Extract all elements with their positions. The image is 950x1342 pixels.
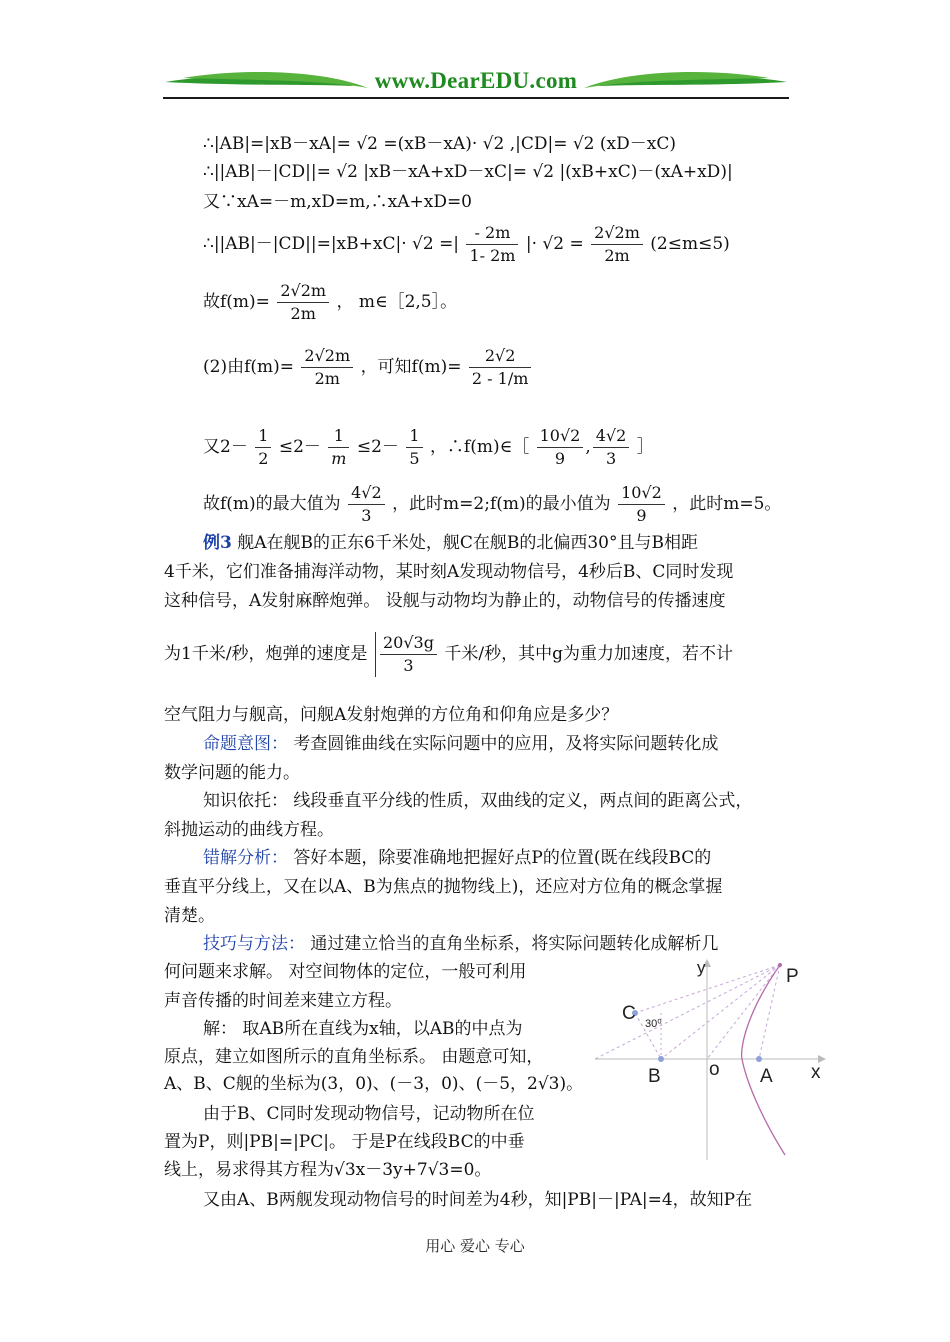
skill-line-1 (203, 933, 718, 955)
eq4-fraction-b (591, 222, 643, 267)
label-x: x (811, 1062, 821, 1083)
solution-line-3: A、B、C舰的坐标为(3，0)、(－3，0)、(－5，2√3)。 (164, 1074, 584, 1094)
eq6-fraction-b (469, 345, 532, 390)
velocity-den: 3 (403, 656, 414, 675)
error-line-1 (203, 847, 711, 869)
error-line-3: 清楚。 (164, 906, 215, 926)
eq8-frac-max: $\frac{4√2}{3}$ (348, 482, 385, 527)
intent-text-1: 考查圆锥曲线在实际问题中的应用，及将实际问题转化成 (288, 734, 719, 754)
eq4-middle: |· √2 = (525, 234, 584, 254)
eq7-frac-1-5: $\frac{1}{5}$ (406, 425, 422, 470)
eq-line-5 (203, 280, 457, 325)
point-p (778, 963, 782, 967)
label-y: y (697, 958, 706, 977)
label-b: B (648, 1066, 661, 1087)
example-3-label: 例3 (203, 533, 232, 553)
eq-line-1: ∴|AB|=|xB－xA|= √2 =(xB－xA)· √2 ,|CD|= √2 (xD－xC) (203, 134, 676, 154)
eq4-prefix: ∴||AB|－|CD||=|xB+xC|· √2 =| (203, 234, 460, 254)
error-label: 错解分析： (203, 848, 288, 868)
eq5-suffix: ， m∈［2,5］。 (336, 292, 458, 312)
label-c: C (622, 1003, 636, 1024)
point-b (658, 1056, 664, 1062)
eq-line-7 (203, 425, 654, 470)
knowledge-text-1: 线段垂直平分线的性质，双曲线的定义，两点间的距离公式， (288, 791, 753, 811)
eq8-part-c: ，此时m=5。 (672, 494, 782, 514)
point-a (756, 1056, 762, 1062)
eq6-den-a: 2m (314, 369, 340, 388)
skill-line-2: 何问题来求解。 对空间物体的定位，一般可利用 (164, 962, 527, 982)
eq-line-2: ∴||AB|－|CD||= √2 |xB－xA+xD－xC|= √2 |(xB+xC)－(xA+xD)| (203, 162, 733, 182)
eq4-den-a: 1- 2m (469, 246, 516, 265)
eq-line-8 (203, 482, 781, 527)
example-3-text-4a: 为1千米/秒，炮弹的速度是 (164, 644, 368, 664)
solution-line-2: 原点，建立如图所示的直角坐标系。 由题意可知， (164, 1047, 544, 1067)
eq-line-3: 又∵xA=－m,xD=m,∴xA+xD=0 (203, 192, 473, 212)
error-text-1: 答好本题，除要准确地把握好点P的位置(既在线段BC的 (288, 848, 712, 868)
eq7-frac-1-m: $\frac{1}{m}$ (328, 425, 349, 470)
site-title: www.DearEDU.com (374, 68, 578, 93)
eq7-part-a: 又2－ (203, 437, 248, 457)
intent-label: 命题意图： (203, 734, 288, 754)
solution-line-6: 线上，易求得其方程为√3x－3y+7√3=0。 (164, 1160, 492, 1180)
eq7-frac-max: $\frac{4√2}{3}$ (593, 425, 630, 470)
example-3-line-4 (164, 632, 733, 677)
eq8-frac-min: $\frac{10√2}{9}$ (618, 482, 665, 527)
knowledge-line-2: 斜抛运动的曲线方程。 (164, 820, 334, 840)
example-3-line-2: 4千米，它们准备捕海洋动物，某时刻A发现动物信号，4秒后B、C同时发现 (164, 562, 734, 582)
eq8-part-b: ，此时m=2;f(m)的最小值为 (392, 494, 611, 514)
intent-line-1 (203, 733, 718, 755)
page-footer: 用心 爱心 专心 (425, 1237, 525, 1255)
eq4-num-b: 2√2m (591, 222, 643, 245)
example-3-text-1: 舰A在舰B的正东6千米处，舰C在舰B的北偏西30°且与B相距 (237, 533, 698, 553)
eq4-suffix: (2≤m≤5) (650, 234, 730, 254)
velocity-num: 20√3g (380, 632, 437, 655)
eq7-part-d: ，∴f(m)∈［ (429, 437, 530, 457)
eq6-fraction-a (301, 345, 353, 390)
eq6-num-b: 2√2 (469, 345, 532, 368)
eq7-frac-1-2: $\frac{1}{2}$ (255, 425, 271, 470)
eq-line-4 (203, 222, 730, 267)
header-rule (163, 97, 789, 99)
example-3-line-3: 这种信号，A发射麻醉炮弹。 设舰与动物均为静止的，动物信号的传播速度 (164, 591, 726, 611)
skill-text-1: 通过建立恰当的直角坐标系，将实际问题转化成解析几 (305, 934, 719, 954)
eq4-den-b: 2m (604, 246, 630, 265)
coordinate-figure (590, 955, 830, 1165)
eq5-den: 2m (290, 304, 316, 323)
eq5-prefix: 故f(m)= (203, 292, 270, 312)
solution-line-7: 又由A、B两舰发现动物信号的时间差为4秒，知|PB|－|PA|=4，故知P在 (203, 1190, 753, 1210)
skill-line-3: 声音传播的时间差来建立方程。 (164, 991, 402, 1011)
eq6-middle: ，可知f(m)= (360, 357, 462, 377)
solution-line-5: 置为P，则|PB|=|PC|。 于是P在线段BC的中垂 (164, 1132, 525, 1152)
eq6-num-a: 2√2m (301, 345, 353, 368)
skill-label: 技巧与方法： (203, 934, 305, 954)
eq-line-6 (203, 345, 533, 390)
site-header (163, 62, 789, 106)
error-line-2: 垂直平分线上，又在以A、B为焦点的抛物线上)，还应对方位角的概念掌握 (164, 877, 723, 897)
example-3-line-1 (203, 532, 698, 554)
label-origin: o (709, 1059, 720, 1080)
example-3-text-4b: 千米/秒，其中g为重力加速度，若不计 (444, 644, 733, 664)
eq4-num-a: - 2m (466, 222, 518, 245)
eq5-fraction (277, 280, 329, 325)
intent-line-2: 数学问题的能力。 (164, 763, 300, 783)
knowledge-label: 知识依托： (203, 791, 288, 811)
eq6-prefix: (2)由f(m)= (203, 357, 295, 377)
eq7-close: ］ (636, 437, 654, 457)
eq7-frac-min: $\frac{10√2}{9}$ (537, 425, 584, 470)
eq8-part-a: 故f(m)的最大值为 (203, 494, 341, 514)
solution-line-1: 解： 取AB所在直线为x轴，以AB的中点为 (203, 1019, 523, 1039)
label-p: P (786, 966, 799, 987)
eq7-comma: , (585, 437, 591, 457)
velocity-sqrt (375, 632, 437, 677)
line-pb (661, 965, 780, 1059)
solution-line-4: 由于B、C同时发现动物信号，记动物所在位 (203, 1104, 535, 1124)
label-a: A (760, 1066, 773, 1087)
eq7-part-c: ≤2－ (356, 437, 399, 457)
label-angle: 30⁰ (645, 1018, 662, 1030)
eq6-den-b: 2 - 1/m (471, 369, 529, 388)
eq5-num: 2√2m (277, 280, 329, 303)
eq4-fraction-a (466, 222, 518, 267)
eq7-part-b: ≤2－ (278, 437, 321, 457)
hyperbola-branch (742, 965, 785, 1155)
example-3-line-5: 空气阻力与舰高，问舰A发射炮弹的方位角和仰角应是多少？ (164, 705, 619, 725)
knowledge-line-1 (203, 790, 752, 812)
